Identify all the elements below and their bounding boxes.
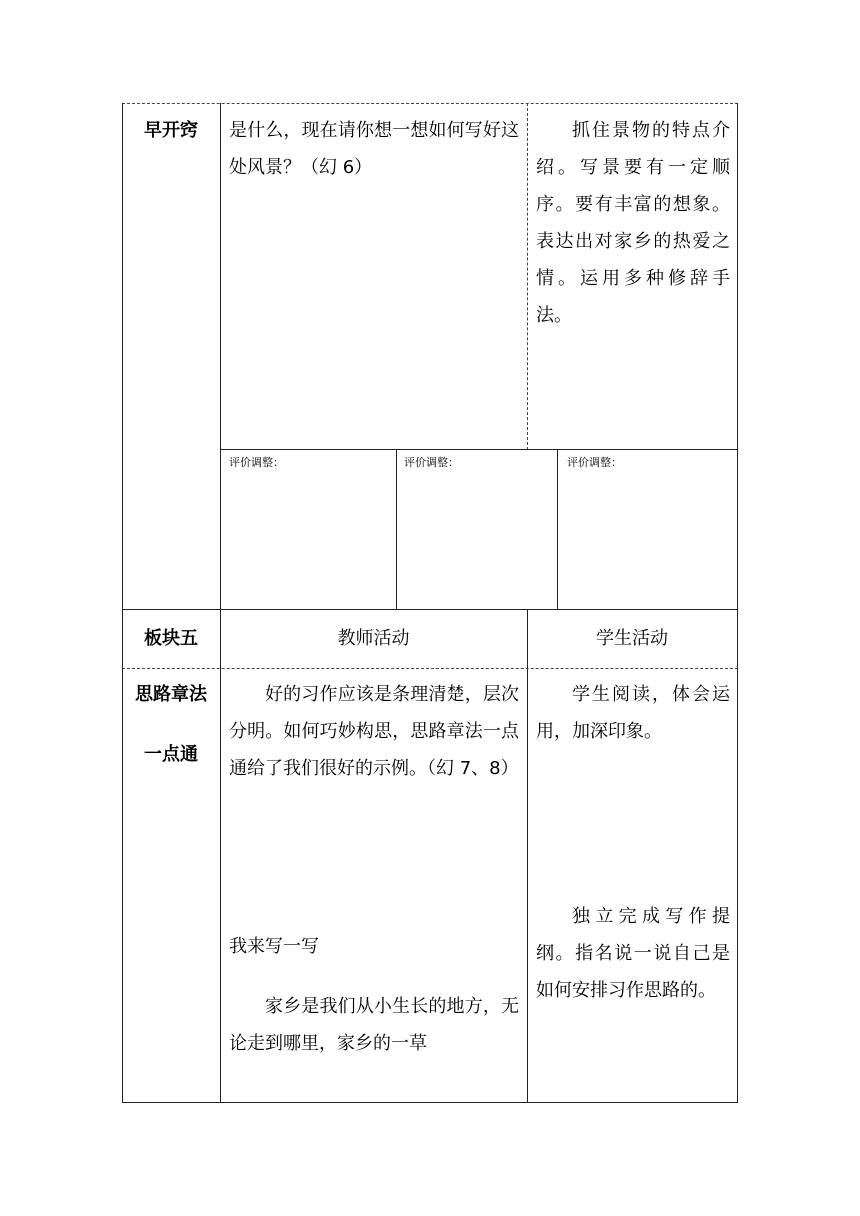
header-row-top xyxy=(122,609,738,610)
eval-divider-1 xyxy=(396,449,397,609)
eval-label-1: 评价调整： xyxy=(229,456,284,469)
eval-row-top xyxy=(220,449,738,450)
teacher-heading-wolaixie: 我来写一写 xyxy=(229,936,319,957)
student-paragraph-2: 独立完成写作提纲。指名说一说自己是如何安排习作思路的。 xyxy=(536,906,730,1001)
student-activity-text: 抓住景物的特点介绍。写景要有一定顺序。要有丰富的想象。表达出对家乡的热爱之情。运用多种修辞手法。 xyxy=(536,120,730,326)
eval-label-3: 评价调整： xyxy=(567,456,622,469)
student-paragraph-1: 学生阅读，体会运用，加深印象。 xyxy=(536,684,730,742)
teacher-paragraph-2: 家乡是我们从小生长的地方，无论走到哪里，家乡的一草 xyxy=(229,996,519,1054)
student-column-header: 学生活动 xyxy=(596,628,668,649)
header-row-bottom xyxy=(122,668,738,669)
activity-divider-top xyxy=(527,103,528,450)
row-label-silu-line2: 一点通 xyxy=(144,744,198,765)
table-top-border xyxy=(122,103,738,104)
row-label-zaokaiqiao: 早开窍 xyxy=(144,120,198,141)
table-bottom-border xyxy=(122,1102,738,1103)
table-left-border xyxy=(122,103,123,1103)
section-label-bankuaiwu: 板块五 xyxy=(144,628,198,649)
table-right-border xyxy=(737,103,738,1103)
teacher-paragraph-1: 好的习作应该是条理清楚，层次分明。如何巧妙构思，思路章法一点通给了我们很好的示例。（幻 7、8） xyxy=(229,684,519,779)
row-label-silu-line1: 思路章法 xyxy=(135,684,207,705)
eval-divider-2 xyxy=(557,449,558,609)
eval-label-2: 评价调整： xyxy=(404,456,459,469)
label-column-divider xyxy=(220,103,221,1103)
teacher-activity-text: 是什么，现在请你想一想如何写好这处风景？（幻 6） xyxy=(229,120,519,178)
teacher-column-header: 教师活动 xyxy=(337,628,410,649)
activity-divider-bottom xyxy=(527,609,528,1103)
